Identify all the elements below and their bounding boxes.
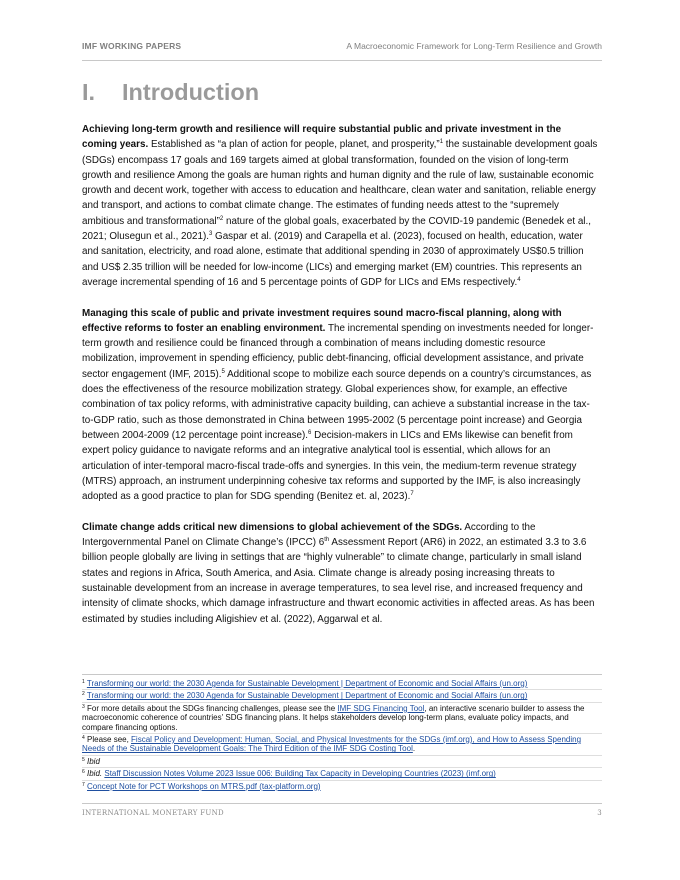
footnote-ref-1[interactable]: 1 bbox=[439, 139, 444, 146]
footnote-number: 3 bbox=[82, 703, 85, 710]
footnote-1 bbox=[82, 678, 602, 690]
footnote-ref-7[interactable]: 7 bbox=[410, 491, 414, 498]
section-heading bbox=[82, 78, 259, 106]
footnote-text: . bbox=[412, 744, 416, 754]
footnote-ref-5[interactable]: 5 bbox=[221, 368, 225, 375]
footnote-3 bbox=[82, 703, 602, 734]
footnote-link[interactable]: Transforming our world: the 2030 Agenda for Sustainable Development | Department of Economic and Social Affairs (un.org) bbox=[86, 679, 528, 688]
paragraph-1 bbox=[82, 122, 598, 290]
footnote-number: 6 bbox=[82, 769, 85, 776]
footnote-link[interactable]: Staff Discussion Notes Volume 2023 Issue 006: Building Tax Capacity in Developing Countries (2023) (imf.org) bbox=[104, 769, 496, 779]
ordinal-suffix: th bbox=[324, 537, 330, 544]
footnote-number: 5 bbox=[82, 756, 85, 763]
footnote-number: 1 bbox=[82, 679, 85, 685]
footer-rule bbox=[82, 803, 602, 804]
footnote-ref-4[interactable]: 4 bbox=[517, 276, 521, 283]
footnote-link[interactable]: IMF SDG Financing Tool bbox=[337, 703, 425, 713]
paragraph-2-text-b: Additional scope to mobilize each source depends on a country’s circumstances, as does the effectiveness of the resource mobilization strategy. Global experiences show, for example, an effective combination of tax policy reforms, with administrative capacity building, can achieve a substantial increase in the tax-to-GDP ratio, such as those demonstrated in China between 1995-2002 (5 percentage point increase) and Georgia between 2004-2009 (12 percentage point increase). bbox=[82, 368, 592, 441]
footnote-number: 2 bbox=[82, 691, 85, 698]
paragraph-3 bbox=[82, 520, 598, 627]
footnote-6 bbox=[82, 768, 602, 780]
paragraph-3-text-b: Assessment Report (AR6) in 2022, an estimated 3.3 to 3.6 billion people globally are living in settings that are “highly vulnerable” to climate change, particularly in small island states and regions in Africa, South America, and Asia. Climate change is already posing increasing threats to sustainable development from an increase in average temperatures, to sea level rise, and increased frequency and intensity of climate shocks, which damage infrastructure and thwart economic activities in affected areas. As has been estimated by studies including Aligishiev et al. (2022), Aggarwal et al. bbox=[82, 537, 595, 625]
paragraph-1-text-d: Gaspar et al. (2019) and Carapella et al. (2023), focused on health, education, water and sanitation, electricity, and road alone, estimate that additional spending in 2030 of approximately US$0.5 trillion and US$ 2.35 trillion will be needed for low-income (LICs) and emerging market (EM) countries. This represents an average incremental spending of 16 and 5 percentage points of GDP for LICs and EMs respectively. bbox=[82, 231, 584, 288]
footnote-rule bbox=[82, 674, 602, 675]
section-title: Introduction bbox=[122, 79, 260, 105]
paragraph-3-lead: Climate change adds critical new dimensions to global achievement of the SDGs. bbox=[82, 521, 463, 533]
paragraph-2-lead: Managing this scale of public and private investment requires sound macro-fiscal planning, along with effective reforms to foster an enabling environment. bbox=[82, 307, 562, 334]
paragraph-1-text-a: Established as “a plan of action for people, planet, and prosperity,” bbox=[148, 139, 440, 151]
footnote-link[interactable]: Concept Note for PCT Workshops on MTRS.pdf (tax-platform.org) bbox=[87, 781, 321, 791]
paragraph-2 bbox=[82, 306, 598, 505]
section-number: I. bbox=[82, 79, 96, 105]
footnote-text: Please see, bbox=[84, 735, 132, 745]
page-number: 3 bbox=[597, 809, 602, 817]
body-text bbox=[82, 122, 598, 642]
running-header bbox=[82, 41, 602, 51]
footnote-ref-6[interactable]: 6 bbox=[308, 429, 312, 436]
paragraph-2-text-a: The incremental spending on investments needed for longer-term growth and resilience could be financed through a combination of means including domestic resource mobilization, improvement in spending efficiency, public debt-financing, official development assistance, and private sector engagement (IMF, 2015). bbox=[82, 322, 594, 380]
footer-organization: INTERNATIONAL MONETARY FUND bbox=[82, 809, 224, 817]
paragraph-3-text-a: According to the Intergovernmental Panel on Climate Change’s (IPCC) 6 bbox=[82, 521, 536, 549]
paragraph-1-text-c: nature of the global goals, exacerbated by the COVID-19 pandemic (Benedek et al., 2021; Olusegun et al., 2021). bbox=[82, 215, 591, 243]
footnote-text: , an interactive scenario builder to assess the macroeconomic coherence of countries' SDG financing plans. It helps stakeholders develop long-term plans, evaluate policy impacts, and compare financing options. bbox=[82, 703, 585, 732]
paragraph-1-text-b: the sustainable development goals (SDGs) encompass 17 goals and 169 targets aimed at global transformation, founded on the vision of long-term growth and resilience Among the goals are human rights and human dignity and the rule of law, sustainable economic growth and decent work, together with access to education and healthcare, clean water and sanitation, reliable energy and transport, and actions to combat climate change. The estimates of funding needs attest to the “supremely ambitious and transformational” bbox=[82, 139, 598, 227]
footnote-text: Ibid bbox=[84, 756, 100, 766]
footnote-5 bbox=[82, 756, 602, 768]
footnotes bbox=[82, 678, 602, 792]
footnote-2 bbox=[82, 690, 602, 702]
page-footer bbox=[82, 809, 602, 817]
footnote-number: 7 bbox=[82, 781, 85, 788]
header-rule bbox=[82, 60, 602, 61]
footnote-4 bbox=[82, 734, 602, 756]
footnote-ref-2[interactable]: 2 bbox=[219, 215, 224, 222]
footnote-text: Ibid. bbox=[84, 769, 103, 779]
paragraph-1-lead: Achieving long-term growth and resilience will require substantial public and private investment in the coming years. bbox=[82, 124, 562, 151]
footnote-link[interactable]: Fiscal Policy and Development: Human, Social, and Physical Investments for the SDGs (imf.org), and How to Assess Spending Needs of the Sustainable Development Goals: The Third Edition of the IMF SDG Costing Tool bbox=[82, 735, 582, 754]
paragraph-2-text-c: Decision-makers in LICs and EMs likewise can benefit from expert policy guidance to navigate reforms and an integrative analytical tool is essential, which allows for an articulation of inter-temporal macro-fiscal trade-offs and synergies. In this vein, the medium-term revenue strategy (MTRS) approach, an instrument underpinning cohesive tax reforms and supported by the IMF, is also increasingly adopted as a good practice to plan for SDG spending (Benitez et. al, 2023). bbox=[82, 429, 581, 503]
header-series-title: IMF WORKING PAPERS bbox=[82, 41, 182, 51]
footnote-7 bbox=[82, 781, 602, 792]
footnote-ref-3[interactable]: 3 bbox=[208, 231, 213, 238]
footnote-link[interactable]: Transforming our world: the 2030 Agenda for Sustainable Development | Department of Economic and Social Affairs (un.org) bbox=[86, 691, 528, 701]
footnote-number: 4 bbox=[82, 735, 85, 742]
header-paper-title: A Macroeconomic Framework for Long-Term Resilience and Growth bbox=[346, 41, 602, 51]
footnote-text: For more details about the SDGs financing challenges, please see the bbox=[84, 703, 338, 713]
